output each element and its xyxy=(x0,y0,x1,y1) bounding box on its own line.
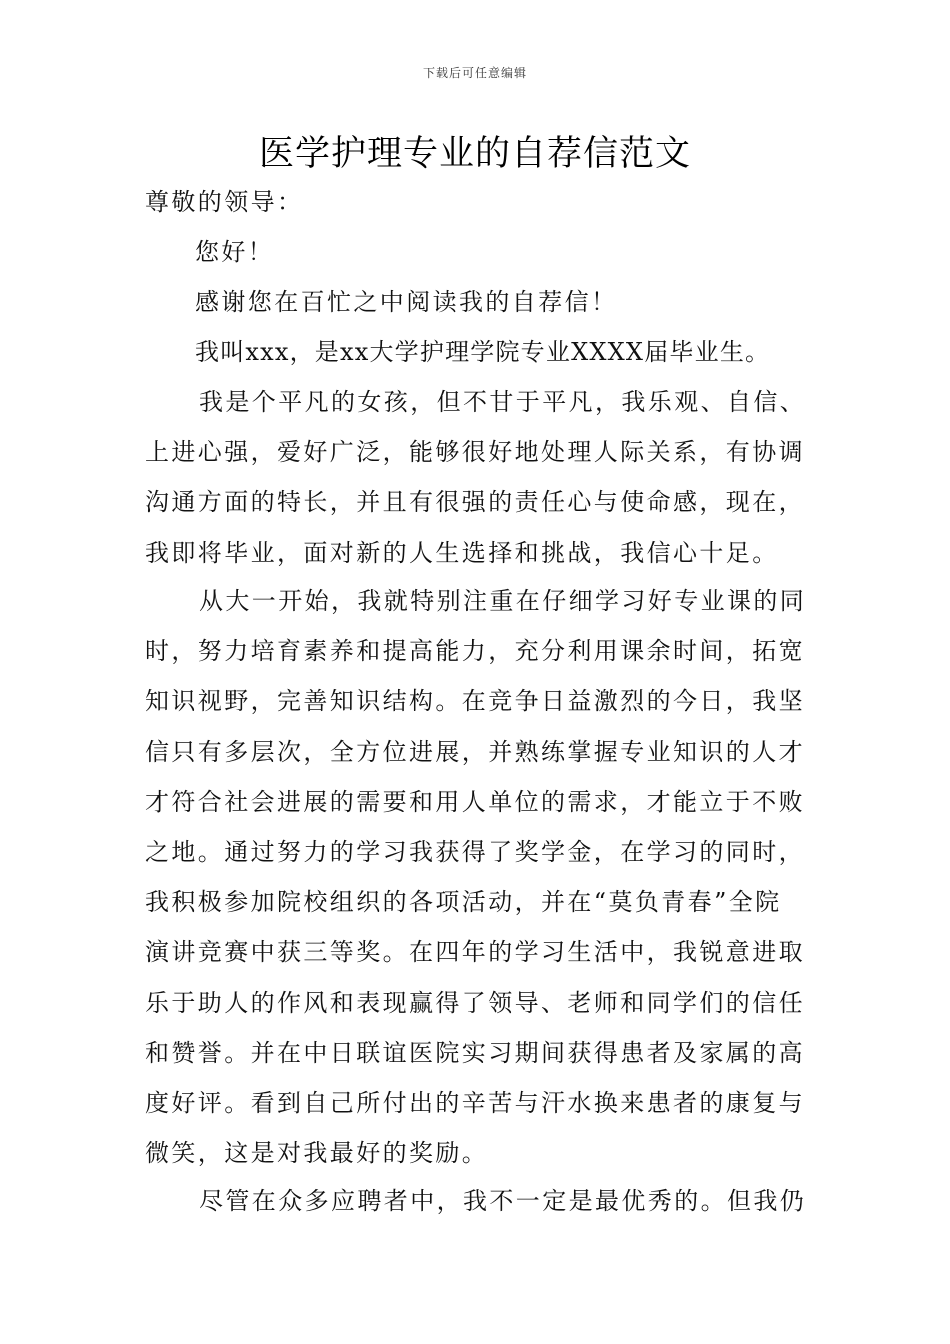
paragraph-line: 度好评。看到自己所付出的辛苦与汗水换来患者的康复与 xyxy=(145,1089,805,1118)
paragraph-line: 之地。通过努力的学习我获得了奖学金，在学习的同时， xyxy=(145,838,805,867)
paragraph-line: 从大一开始，我就特别注重在仔细学习好专业课的同 xyxy=(199,587,807,615)
paragraph-line: 乐于助人的作风和表现赢得了领导、老师和同学们的信任 xyxy=(145,988,805,1017)
paragraph-line: 我即将毕业，面对新的人生选择和挑战，我信心十足。 xyxy=(145,538,779,567)
paragraph-line: 微笑，这是对我最好的奖励。 xyxy=(145,1139,489,1168)
paragraph-2 xyxy=(145,576,811,1178)
salutation: 尊敬的领导： xyxy=(145,188,304,216)
intro-line: 我叫xxx，是xx大学护理学院专业XXXX届毕业生。 xyxy=(195,338,771,366)
paragraph-1 xyxy=(145,377,811,578)
paragraph-line: 和赞誉。并在中日联谊医院实习期间获得患者及家属的高 xyxy=(145,1038,805,1067)
paragraph-line: 信只有多层次，全方位进展，并熟练掌握专业知识的人才 xyxy=(145,737,805,766)
document-title: 医学护理专业的自荐信范文 xyxy=(258,134,691,174)
paragraph-line: 尽管在众多应聘者中，我不一定是最优秀的。但我仍 xyxy=(199,1187,807,1215)
paragraph-line: 上进心强，爱好广泛，能够很好地处理人际关系，有协调 xyxy=(145,438,805,467)
paragraph-3 xyxy=(145,1176,811,1226)
paragraph-line: 我是个平凡的女孩，但不甘于平凡，我乐观、自信、 xyxy=(199,388,807,416)
paragraph-line: 我积极参加院校组织的各项活动，并在“莫负青春”全院 xyxy=(145,888,782,917)
greeting: 您好！ xyxy=(195,238,275,266)
paragraph-line: 时，努力培育素养和提高能力，充分利用课余时间，拓宽 xyxy=(145,637,805,666)
paragraph-line: 才符合社会进展的需要和用人单位的需求，才能立于不败 xyxy=(145,787,805,816)
header-note: 下载后可任意编辑 xyxy=(422,66,527,80)
paragraph-line: 知识视野，完善知识结构。在竞争日益激烈的今日，我坚 xyxy=(145,687,805,716)
paragraph-line: 沟通方面的特长，并且有很强的责任心与使命感，现在， xyxy=(145,488,805,517)
thanks-line: 感谢您在百忙之中阅读我的自荐信！ xyxy=(195,288,618,316)
paragraph-line: 演讲竞赛中获三等奖。在四年的学习生活中，我锐意进取 xyxy=(145,938,805,967)
